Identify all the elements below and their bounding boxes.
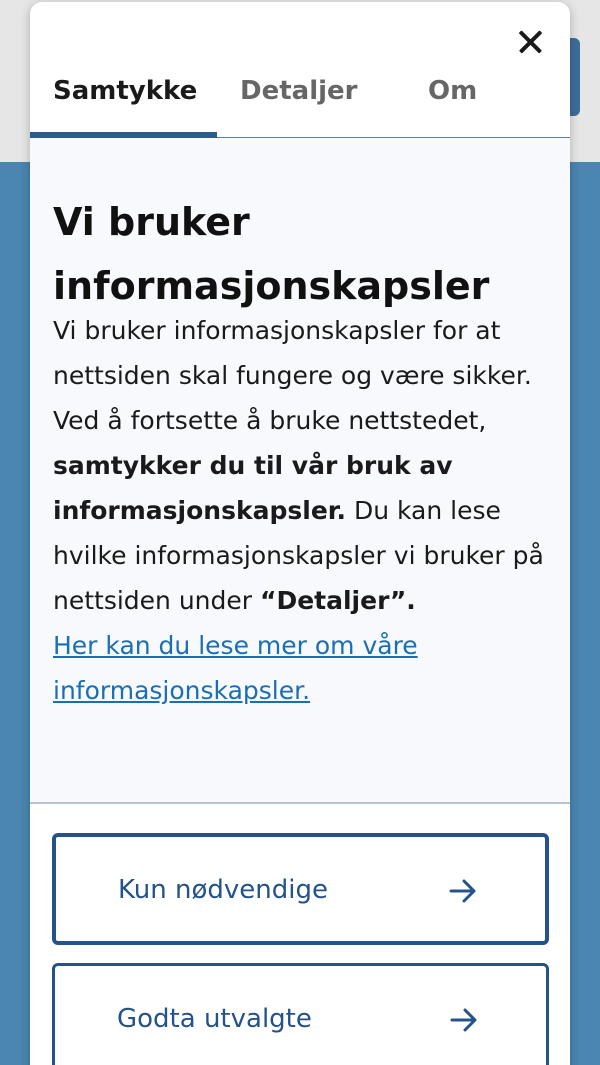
accept-selected-label: Godta utvalgte xyxy=(117,1004,312,1034)
description-details: Du kan lese hvilke informasjonskapsler vi bruker på nettsiden under xyxy=(53,496,544,615)
tab-samtykke[interactable]: Samtykke xyxy=(53,76,198,106)
description-intro: Vi bruker informasjonskapsler for at nettsiden skal fungere og være sikker. xyxy=(53,316,532,390)
consent-content xyxy=(30,138,570,804)
tab-detaljer[interactable]: Detaljer xyxy=(240,76,358,106)
description-continue: Ved å fortsette å bruke nettstedet, xyxy=(53,406,487,435)
description-details-bold: “Detaljer”. xyxy=(260,586,416,615)
tab-om[interactable]: Om xyxy=(428,76,478,106)
read-more-link[interactable]: Her kan du lese mer om våre informasjonskapsler. xyxy=(53,631,418,705)
dialog-heading: Vi bruker informasjonskapsler xyxy=(53,200,490,308)
only-necessary-label: Kun nødvendige xyxy=(118,875,328,905)
cookie-consent-dialog xyxy=(30,2,570,1065)
only-necessary-button[interactable] xyxy=(52,833,549,945)
consent-description xyxy=(53,308,553,713)
dialog-tabs xyxy=(30,64,570,138)
accept-selected-button[interactable] xyxy=(52,963,549,1065)
arrow-right-icon xyxy=(449,878,477,904)
description-consent-bold: samtykker du til vår bruk av informasjonskapsler. xyxy=(53,451,453,525)
close-icon[interactable] xyxy=(514,26,546,58)
arrow-right-icon xyxy=(450,1007,478,1033)
